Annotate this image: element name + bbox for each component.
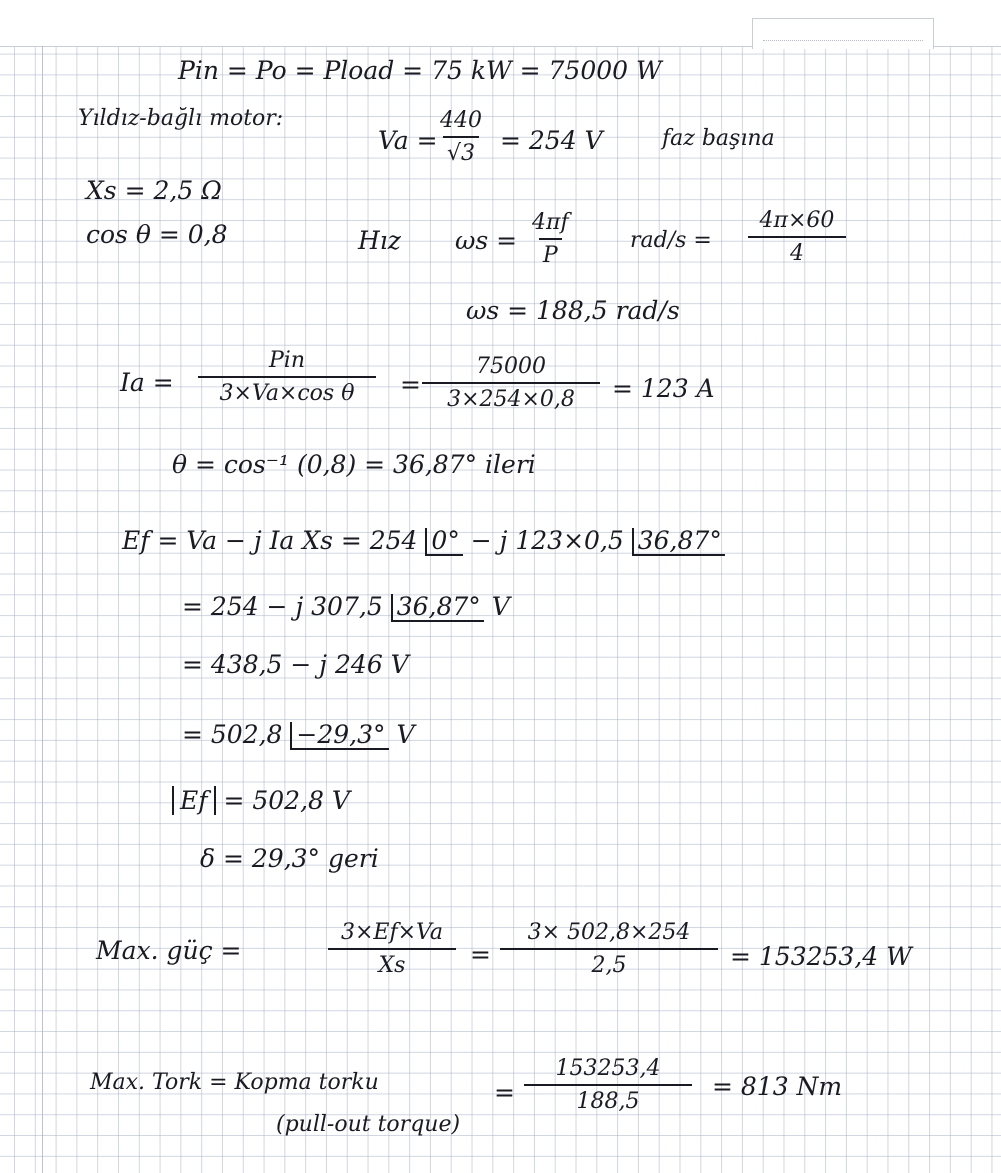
ef-line-4 [182, 722, 415, 750]
max-torque-equals: = [494, 1078, 515, 1107]
max-power-fraction-2 [500, 922, 718, 977]
left-margin-line [42, 46, 43, 1173]
ia-numerator-2: 75000 [476, 354, 546, 379]
ws-fraction-2 [748, 210, 846, 265]
ef-abs-symbol: Ef [172, 786, 216, 815]
ef-line-3: = 438,5 − j 246 V [182, 650, 409, 679]
max-power-denominator-2: 2,5 [500, 948, 718, 977]
max-torque-label: Max. Tork = Kopma torku [90, 1070, 379, 1095]
ef-magnitude-value: = 502,8 V [223, 786, 350, 815]
ia-numerator: Pin [268, 348, 305, 373]
ws-lhs: ωs = [455, 226, 518, 255]
max-power-numerator: 3×Ef×Va [340, 920, 444, 945]
ws-denominator: P [539, 238, 562, 267]
max-torque-note: (pull-out torque) [276, 1112, 461, 1137]
ef-line-4-unit: V [396, 720, 415, 749]
va-lhs: Va = [378, 126, 438, 155]
va-rhs: = 254 V [500, 126, 603, 155]
ia-denominator-2: 3×254×0,8 [422, 382, 600, 411]
ws-denominator-2: 4 [748, 236, 846, 265]
ef-angle-3: 36,87° [391, 594, 484, 622]
va-note: faz başına [662, 126, 775, 151]
ia-denominator: 3×Va×cos θ [198, 376, 376, 405]
max-torque-numerator: 153253,4 [555, 1056, 661, 1081]
delta-line: δ = 29,3° geri [200, 844, 379, 873]
max-power-result: = 153253,4 W [730, 942, 912, 971]
ia-fraction-2 [422, 356, 600, 411]
va-numerator: 440 [440, 108, 482, 133]
ia-lhs: Ia = [120, 368, 174, 397]
xs-value: Xs = 2,5 Ω [86, 176, 222, 205]
speed-label: Hız [358, 226, 401, 255]
max-power-fraction [328, 922, 456, 977]
ws-numerator-2: 4π×60 [759, 208, 835, 233]
ws-result: ωs = 188,5 rad/s [466, 296, 680, 325]
ia-fraction [198, 350, 376, 405]
ef-line-2-unit: V [491, 592, 510, 621]
ef-line-1-b: − j 123×0,5 [470, 526, 624, 555]
max-power-numerator-2: 3× 502,8×254 [527, 920, 691, 945]
ws-unit: rad/s = [630, 228, 712, 253]
power-line: Pin = Po = Pload = 75 kW = 75000 W [178, 56, 662, 85]
va-denominator: √3 [443, 136, 479, 165]
max-torque-fraction [524, 1058, 692, 1113]
va-fraction [436, 110, 486, 165]
max-power-equals: = [470, 940, 491, 969]
page-header-margin [0, 0, 1001, 47]
cos-value: cos θ = 0,8 [86, 220, 228, 249]
ia-equals: = [400, 370, 421, 399]
header-tab [752, 18, 934, 49]
ef-line-1-a: Ef = Va − j Ia Xs = 254 [122, 526, 418, 555]
ef-magnitude [172, 788, 350, 813]
max-power-label: Max. güç = [96, 936, 242, 965]
ws-numerator: 4πf [532, 210, 569, 235]
max-torque-result: = 813 Nm [712, 1072, 843, 1101]
ia-result: = 123 A [612, 374, 715, 403]
theta-line: θ = cos⁻¹ (0,8) = 36,87° ileri [172, 450, 536, 479]
ef-angle-1: 0° [425, 528, 462, 556]
ef-line-1 [122, 528, 725, 556]
max-power-denominator: Xs [328, 948, 456, 977]
ws-fraction [528, 212, 573, 267]
ef-line-4-a: = 502,8 [182, 720, 283, 749]
ef-line-2-a: = 254 − j 307,5 [182, 592, 383, 621]
motor-type: Yıldız-bağlı motor: [78, 106, 284, 131]
ef-angle-4: −29,3° [290, 722, 388, 750]
max-torque-denominator: 188,5 [524, 1084, 692, 1113]
ef-line-2 [182, 594, 510, 622]
ef-angle-2: 36,87° [632, 528, 725, 556]
